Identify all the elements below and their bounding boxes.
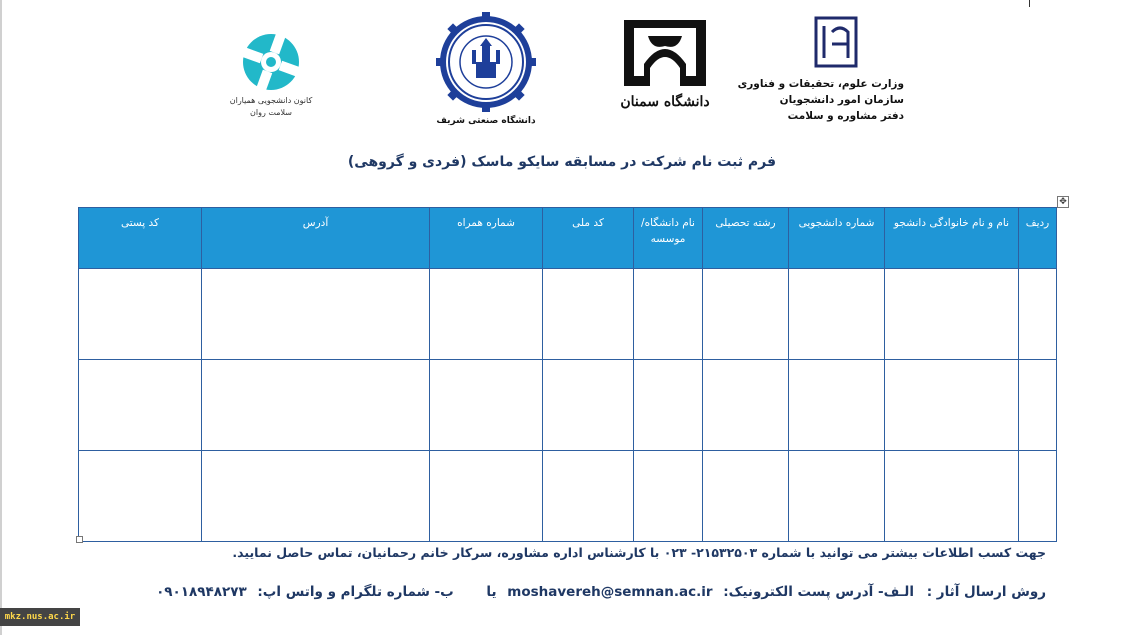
table-cell[interactable] <box>634 451 703 542</box>
kanoon-subtitle: سلامت روان <box>250 108 292 117</box>
kanoon-emblem-icon <box>222 28 320 98</box>
kanoon-name: کانون دانشجویی همیاران <box>229 96 313 105</box>
ministry-line-2: سازمان امور دانشجویان <box>779 94 904 106</box>
option-b-label: ب- شماره تلگرام و واتس اپ: <box>257 584 454 600</box>
page-edge <box>0 0 2 635</box>
semnan-emblem-icon <box>620 16 710 96</box>
table-cell[interactable] <box>703 269 789 360</box>
site-watermark: mkz.nus.ac.ir <box>0 608 80 626</box>
phone-number: ۰۹۰۱۸۹۴۸۲۷۳ <box>156 584 247 600</box>
header-mobile: شماره همراه <box>430 208 543 269</box>
table-row <box>79 451 1057 542</box>
table-cell[interactable] <box>430 360 543 451</box>
table-move-handle-icon[interactable]: ✥ <box>1057 196 1069 208</box>
sharif-logo <box>432 12 540 130</box>
table-cell[interactable] <box>634 269 703 360</box>
submission-methods <box>156 584 1046 600</box>
table-header-row <box>79 208 1057 269</box>
table-row <box>79 360 1057 451</box>
table-cell[interactable] <box>430 451 543 542</box>
table-cell[interactable] <box>703 360 789 451</box>
contact-info-text: جهت کسب اطلاعات بیشتر می توانید با شماره ۲۱۵۳۲۵۰۳- ۰۲۳ با کارشناس اداره مشاوره، سرکار خانم رحمانیان، تماس حاصل نمایید. <box>232 545 1046 560</box>
semnan-caption: دانشگاه سمنان <box>620 94 710 110</box>
text-cursor <box>1029 0 1030 7</box>
ministry-logo <box>737 14 910 129</box>
table-cell[interactable] <box>202 360 430 451</box>
table-cell[interactable] <box>543 451 634 542</box>
table-cell[interactable] <box>543 269 634 360</box>
table-cell[interactable] <box>789 269 885 360</box>
table-cell[interactable] <box>543 360 634 451</box>
table-cell[interactable] <box>885 269 1019 360</box>
form-title: فرم ثبت نام شرکت در مسابقه سایکو ماسک (فردی و گروهی) <box>347 154 777 170</box>
kanoon-logo <box>222 28 320 123</box>
table-cell[interactable] <box>703 451 789 542</box>
header-address: آدرس <box>202 208 430 269</box>
header-postal-code: کد پستی <box>79 208 202 269</box>
header-student-name: نام و نام خانوادگی دانشجو <box>885 208 1019 269</box>
table-cell[interactable] <box>1019 269 1057 360</box>
or-text: یا <box>486 584 497 600</box>
table-cell[interactable] <box>79 360 202 451</box>
sharif-gear-emblem-icon <box>432 12 540 112</box>
table-cell[interactable] <box>634 360 703 451</box>
table-cell[interactable] <box>789 360 885 451</box>
table-cell[interactable] <box>79 269 202 360</box>
table-cell[interactable] <box>885 451 1019 542</box>
semnan-logo <box>620 16 710 114</box>
header-university: نام دانشگاه/ موسسه <box>634 208 703 269</box>
ministry-line-3: دفتر مشاوره و سلامت <box>787 110 904 122</box>
sharif-caption: دانشگاه صنعتی شریف <box>436 116 536 126</box>
table-cell[interactable] <box>1019 451 1057 542</box>
header-student-id: شماره دانشجویی <box>789 208 885 269</box>
send-method-label: روش ارسال آثار : <box>926 584 1046 600</box>
table-row <box>79 269 1057 360</box>
table-resize-handle[interactable] <box>76 536 83 543</box>
option-a-label: الـف- آدرس پست الکترونیک: <box>723 584 914 600</box>
table-cell[interactable] <box>202 451 430 542</box>
email-address[interactable]: moshavereh@semnan.ac.ir <box>507 584 713 600</box>
header-field-of-study: رشته تحصیلی <box>703 208 789 269</box>
table-cell[interactable] <box>79 451 202 542</box>
table-cell[interactable] <box>202 269 430 360</box>
table-cell[interactable] <box>1019 360 1057 451</box>
table-cell[interactable] <box>789 451 885 542</box>
header-row-number: ردیف <box>1019 208 1057 269</box>
student-affairs-calligraphy-icon <box>770 14 910 74</box>
table-cell[interactable] <box>885 360 1019 451</box>
table-cell[interactable] <box>430 269 543 360</box>
ministry-line-1: وزارت علوم، تحقیقات و فناوری <box>737 78 904 90</box>
registration-table <box>78 207 1057 542</box>
header-national-code: کد ملی <box>543 208 634 269</box>
